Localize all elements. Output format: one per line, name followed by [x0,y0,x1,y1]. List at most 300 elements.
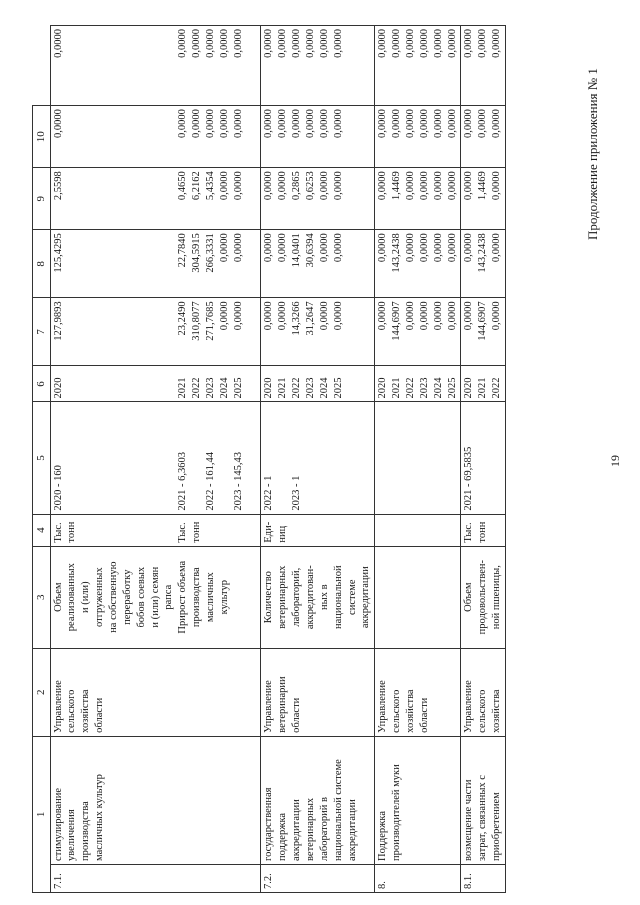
extra-line: 0,0000 [232,29,244,58]
regional-line [359,171,373,226]
local-line: 0,0000 [204,109,216,139]
regional-line: 0,0000 [263,171,275,201]
unit [461,514,506,546]
target-value-line [332,405,346,510]
unit-line [418,518,432,543]
target-value-line [65,405,79,510]
regional-line: 0,0000 [491,171,503,201]
federal-line [346,233,360,294]
regional [461,168,506,230]
regional [375,168,461,230]
indicator-line [246,550,260,645]
regional [261,168,375,230]
indicator-line: на собственную [107,561,119,633]
target-value-line [490,405,504,510]
unit-line [304,518,318,543]
local-line [79,109,93,164]
target-value-line [276,405,290,510]
column-header: 8 [33,230,51,298]
federal-line: 0,0000 [218,233,230,263]
year-line: 2021 [177,377,189,399]
responsible-org-line: Управление [463,680,475,733]
year-line [162,369,176,398]
extra-line [107,29,121,102]
measure-name [375,736,461,864]
target-value-line [218,405,232,510]
federal-line: 0,0000 [263,233,275,263]
regional-line: 5,4354 [204,171,216,201]
federal-line [121,233,135,294]
regional-line [107,171,121,226]
extra-line: 0,0000 [204,29,216,58]
indicator-line: и (или) семян [149,566,161,628]
year [375,366,461,402]
unit-line [204,518,218,543]
measure-name-line: увеличения [66,809,78,861]
responsible-org-line: хозяйства [80,689,92,733]
federal [461,230,506,298]
total-line [246,301,260,362]
federal-line: 304,5915 [191,233,203,273]
extra-line: 0,0000 [477,29,489,58]
federal-line [246,233,260,294]
measure-name [461,736,506,864]
extra-line: 0,0000 [446,29,458,58]
measure-name [50,736,261,864]
target-value [375,402,461,514]
responsible-org [50,648,261,736]
total [50,298,261,366]
measure-name-line: Поддержка [377,810,389,861]
year-line: 2024 [318,377,330,399]
local-line: 0,0000 [304,109,316,139]
year [461,366,506,402]
federal-line: 0,0000 [232,233,244,263]
total [375,298,461,366]
local-line: 0,0000 [263,109,275,139]
target-value [50,402,261,514]
regional-line: 0,0000 [405,171,416,201]
table-row [461,26,506,893]
local-line: 0,0000 [191,109,203,139]
regional [50,168,261,230]
local [50,106,261,168]
regional-line [149,171,163,226]
local-line: 0,0000 [277,109,289,139]
unit [375,514,461,546]
extra-line: 0,0000 [318,29,330,58]
local-line: 0,0000 [218,109,230,139]
year-line: 2021 [277,377,289,399]
unit-line: тонн [191,521,203,543]
year [261,366,375,402]
measure-name-line: аккредитации [291,799,303,861]
total-line [346,301,360,362]
local-line: 0,0000 [291,109,303,139]
total-line [79,301,93,362]
total [461,298,506,366]
year-line: 2025 [332,377,344,399]
indicator-line: реализованных [66,563,78,632]
responsible-org-line: области [94,697,106,733]
unit-line [432,518,446,543]
target-value-line [418,405,432,510]
indicator-line [418,550,432,645]
indicator-line [390,550,404,645]
unit-line [359,518,373,543]
total-line [359,301,373,362]
year [50,366,261,402]
total-line [149,301,163,362]
table-header-row [33,26,51,893]
regional-line: 0,0000 [318,171,330,201]
target-value-line [432,405,446,510]
target-value-line [149,405,163,510]
responsible-org-line: ветеринарии [277,676,289,733]
total-line: 0,0000 [491,301,503,331]
year-line [93,369,107,398]
extra [461,26,506,106]
target-value-line [246,405,260,510]
regional-line: 0,0000 [277,171,289,201]
local-line [346,109,360,164]
year-line [135,369,149,398]
federal-line [162,233,176,294]
extra-line: 0,0000 [391,29,403,58]
unit-line: Тыс. [177,522,189,543]
table-row [375,26,461,893]
indicator-line: Прирост объема [177,560,189,634]
total-line [107,301,121,362]
year-line: 2025 [232,377,244,399]
row-number-line: 8. [377,881,389,889]
responsible-org-line: Управление [52,680,64,733]
indicator-line: аккредитован- [304,565,316,630]
local-line: 0,0000 [177,109,189,139]
indicator-line [376,550,390,645]
indicator-line: культур [218,580,230,615]
unit-line [246,518,260,543]
local-line [135,109,149,164]
regional-line [65,171,79,226]
year-line: 2021 [477,377,489,399]
target-value-line [404,405,418,510]
total-line: 0,0000 [277,301,289,331]
row-number [261,864,375,892]
measure-name-line: аккредитации [346,799,358,861]
extra-line: 0,0000 [291,29,303,58]
total-line: 144,6907 [477,301,489,341]
extra-line: 0,0000 [377,29,389,58]
extra-line [93,29,107,102]
unit-line [346,518,360,543]
total [261,298,375,366]
year-line: 2020 [263,377,275,399]
local-line: 0,0000 [446,109,458,139]
extra-line [346,29,360,102]
federal-line [149,233,163,294]
extra-line: 0,0000 [418,29,430,58]
indicator-line [446,550,460,645]
local-line: 0,0000 [418,109,430,139]
unit-line: ниц [277,525,289,543]
local-line [93,109,107,164]
regional-line: 6,2162 [191,171,203,201]
extra-line: 0,0000 [491,29,503,58]
total-line: 0,0000 [405,301,416,331]
responsible-org-line: хозяйства [405,689,416,733]
column-header: 1 [33,736,51,892]
target-value-line [346,405,360,510]
measure-name-line: масличных культур [94,774,106,861]
federal-line: 30,6394 [304,233,316,268]
target-value-line: 2021 - 69,5835 [463,446,475,511]
regional-line: 0,0000 [332,171,344,201]
target-value-line [304,405,318,510]
responsible-org-line: Управление [263,680,275,733]
total-line: 0,0000 [377,301,389,331]
extra-line: 0,0000 [263,29,275,58]
indicator-line: переработку [121,569,133,625]
federal-line: 143,2438 [477,233,489,273]
table-body [50,26,506,893]
measure-name-line: поддержка [277,812,289,861]
federal-line [93,233,107,294]
total-line: 0,0000 [318,301,330,331]
local [375,106,461,168]
unit-line [107,518,121,543]
unit [50,514,261,546]
indicator-line: ной пшеницы, [491,565,503,630]
total-line: 0,0000 [446,301,458,331]
column-header: 2 [33,648,51,736]
year-line: 2023 [204,377,216,399]
unit-line: тонн [477,521,489,543]
year-line [149,369,163,398]
federal-line: 0,0000 [491,233,503,263]
row-number [375,864,461,892]
federal-line: 0,0000 [446,233,458,263]
responsible-org-line: сельского [66,689,78,733]
federal-line: 0,0000 [463,233,475,263]
indicator-line: Объем [463,582,475,612]
federal-line: 125,4295 [52,233,64,273]
row-number-line: 8.1. [463,873,475,889]
year-line: 2022 [191,377,203,399]
total-line: 144,6907 [391,301,403,341]
unit-line: Еди- [263,521,275,543]
column-header: 10 [33,106,51,168]
indicator [461,546,506,648]
regional-line: 0,0000 [232,171,244,201]
federal-line: 143,2438 [391,233,403,273]
regional-line [135,171,149,226]
local-line [149,109,163,164]
unit-line: Тыс. [463,522,475,543]
unit-line [232,518,246,543]
indicator-line [404,550,418,645]
measure-name-line: ветеринарных [304,797,316,861]
federal-line [65,233,79,294]
column-header: 6 [33,366,51,402]
year-line: 2023 [418,377,430,399]
extra-line: 0,0000 [218,29,230,58]
total-line: 0,0000 [263,301,275,331]
responsible-org-line: сельского [477,689,489,733]
unit-line [290,518,304,543]
indicator-line: производства [191,567,203,628]
target-value-line [190,405,204,510]
regional-line [121,171,135,226]
total-line [135,301,149,362]
target-value [461,402,506,514]
target-value-line [376,405,390,510]
target-value-line [359,405,373,510]
unit-line [135,518,149,543]
target-value-line [135,405,149,510]
responsible-org [461,648,506,736]
target-value-line: 2022 - 1 [263,475,275,511]
measure-name-line: возмещение части [463,779,475,861]
extra-line: 0,0000 [405,29,416,58]
regional-line [79,171,93,226]
regional-line: 0,0000 [446,171,458,201]
indicator [50,546,261,648]
total-line [65,301,79,362]
year-line: 2024 [218,377,230,399]
federal-line [107,233,121,294]
total-line: 23,2490 [177,301,189,336]
indicator-line: бобов соевых [135,566,147,628]
extra-line [79,29,93,102]
measure-name [261,736,375,864]
target-value [261,402,375,514]
indicator-line: системе [346,579,358,615]
year-line [121,369,135,398]
federal-line: 0,0000 [377,233,389,263]
local-line [246,109,260,164]
column-header: 5 [33,402,51,514]
federal-line [359,233,373,294]
total-line [93,301,107,362]
row-number [461,864,506,892]
target-value-line: 2021 - 6,3603 [177,451,189,511]
unit-line [318,518,332,543]
year-line: 2024 [432,377,444,399]
unit-line [149,518,163,543]
measure-name-line: национальной системе [332,759,344,861]
extra [375,26,461,106]
local-line: 0,0000 [52,109,64,139]
regional-line: 0,0000 [432,171,444,201]
target-value-line [162,405,176,510]
measure-name-line: лабораторий в [318,797,330,861]
local-line: 0,0000 [491,109,503,139]
row-number [50,864,261,892]
local-line: 0,0000 [332,109,344,139]
year-line: 2022 [291,377,303,399]
measure-name-line: государственная [263,787,275,861]
target-value-line: 2020 - 160 [52,465,64,511]
federal-line: 0,0000 [332,233,344,263]
federal [375,230,461,298]
extra-line: 0,0000 [304,29,316,58]
unit-line [390,518,404,543]
indicator-line: продовольствен- [477,560,489,635]
year-line: 2020 [52,377,64,399]
unit-line [121,518,135,543]
unit-line: Тыс. [52,522,64,543]
unit-line: тонн [66,521,78,543]
table-row [261,26,375,893]
local-line: 0,0000 [391,109,403,139]
year-line: 2020 [377,377,389,399]
unit-line [446,518,460,543]
indicator-line: национальной [332,565,344,630]
regional-line: 0,0000 [463,171,475,201]
indicator-line: ных в [318,584,330,610]
local-line [162,109,176,164]
federal-line: 0,0000 [318,233,330,263]
extra-line: 0,0000 [277,29,289,58]
indicator-line: и (или) [80,581,92,614]
indicator-line: Количество [263,571,275,624]
federal-line: 266,3331 [204,233,216,273]
year-line [359,369,373,398]
total-line: 31,2647 [304,301,316,336]
extra-line [149,29,163,102]
total-line [162,301,176,362]
indicator-line: Объем [52,582,64,612]
measure-name-line: приобретением [491,792,503,861]
local [461,106,506,168]
indicator [375,546,461,648]
extra [50,26,261,106]
unit-line [218,518,232,543]
target-value-line [79,405,93,510]
column-header: 3 [33,546,51,648]
regional-line: 0,2865 [291,171,303,201]
target-value-line [93,405,107,510]
year-line [246,369,260,398]
indicator-line: рапса [163,584,175,610]
target-value-line: 2022 - 161,44 [204,451,216,511]
unit-line [490,518,504,543]
extra-line [359,29,373,102]
unit-line [404,518,418,543]
regional-line: 2,5598 [52,171,64,201]
regional-line: 0,0000 [377,171,389,201]
local-line [65,109,79,164]
unit-line [332,518,346,543]
unit [261,514,375,546]
target-value-line [318,405,332,510]
local-line [107,109,121,164]
federal [261,230,375,298]
local-line: 0,0000 [477,109,489,139]
regional-line: 1,4469 [477,171,489,201]
federal-line: 0,0000 [418,233,430,263]
local-line: 0,0000 [463,109,475,139]
responsible-org [375,648,461,736]
unit-line [162,518,176,543]
year-line [65,369,79,398]
year-line: 2021 [391,377,403,399]
federal-line: 0,0000 [277,233,289,263]
responsible-org-line: сельского [391,689,403,733]
local-line: 0,0000 [377,109,389,139]
year-line: 2020 [463,377,475,399]
